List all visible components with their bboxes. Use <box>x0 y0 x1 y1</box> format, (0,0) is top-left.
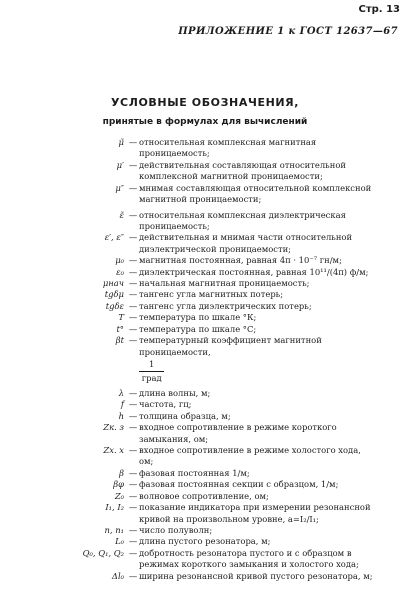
definition-text: ширина резонансной кривой пустого резонатора, м; <box>139 570 373 581</box>
page-subtitle: принятые в формулах для вычислений <box>102 117 308 127</box>
definition-row-mu-initial <box>58 278 376 289</box>
definition-symbol: f <box>120 399 124 410</box>
definition-symbol: λ <box>118 387 124 398</box>
definition-dash: — <box>128 300 138 311</box>
definition-dash: — <box>128 232 138 243</box>
definition-dash: — <box>128 410 138 421</box>
definition-symbol: μ̃ <box>118 137 124 147</box>
definition-row-z-open <box>58 445 376 468</box>
definition-text: фазовая постоянная 1/м; <box>139 467 250 478</box>
definition-symbol: L₀ <box>115 536 124 547</box>
definition-symbol: ε′, ε″ <box>104 232 124 243</box>
definition-symbol: βφ <box>113 479 124 490</box>
definition-text: входное сопротивление в режиме холостого хода, ом; <box>139 444 361 467</box>
unit-fraction <box>139 359 164 385</box>
definition-row-mu-imag <box>58 183 376 206</box>
definition-symbol: tgδε <box>105 300 124 311</box>
definition-dash: — <box>128 266 138 277</box>
definition-symbol: μ′ <box>116 159 124 170</box>
definition-row-half-waves <box>58 525 376 536</box>
definition-row-beta-phi <box>58 479 376 490</box>
unit-fraction-denominator: град <box>141 373 162 384</box>
definition-row-l0 <box>58 536 376 547</box>
definition-row-temp-k <box>58 312 376 323</box>
definition-row-temp-c <box>58 324 376 335</box>
definition-dash: — <box>128 255 138 266</box>
definition-symbol: Q₀, Q₁, Q₂ <box>82 547 124 558</box>
definition-dash: — <box>128 444 138 455</box>
definition-symbol: β <box>119 467 124 478</box>
definitions-list <box>58 137 376 582</box>
definition-text: показание индикатора при измерении резонансной кривой на произвольном уровне, a=I₂/I₁; <box>139 502 371 524</box>
appendix-reference: ПРИЛОЖЕНИЕ 1 к ГОСТ 12637—67 <box>178 26 398 37</box>
definition-dash: — <box>128 159 138 170</box>
definition-dash: — <box>128 182 138 193</box>
definition-text: добротность резонатора пустого и с образцом в режимах короткого замыкания и холостого хода; <box>139 547 359 570</box>
definition-row-beta <box>58 468 376 479</box>
definition-symbol: ε₀ <box>116 266 124 277</box>
definition-text: частота, гц; <box>139 399 192 410</box>
unit-fraction-numerator: 1 <box>139 359 164 372</box>
definition-symbol: Z₀ <box>114 490 124 501</box>
definition-row-thickness <box>58 411 376 422</box>
definition-row-z-short <box>58 422 376 445</box>
definition-symbol: μнач <box>102 278 124 289</box>
definition-text: волновое сопротивление, ом; <box>139 490 269 501</box>
definition-row-indicator <box>58 502 376 525</box>
definition-text: температура по шкале °С; <box>139 323 257 334</box>
definition-symbol: t° <box>116 323 124 334</box>
definition-dash: — <box>128 278 138 289</box>
definition-dash: — <box>128 312 138 323</box>
definition-symbol: n, n₁ <box>104 524 124 535</box>
definition-text: действительная и мнимая части относительной диэлектрической проницаемости; <box>139 232 353 254</box>
definition-symbol: h <box>118 410 124 421</box>
definition-dash: — <box>128 490 138 501</box>
definition-text: температурный коэффициент магнитной проницаемости, <box>139 335 322 357</box>
definition-row-mu-real <box>58 160 376 183</box>
definition-dash: — <box>128 137 138 147</box>
definition-symbol: ε̃ <box>119 209 124 220</box>
definition-symbol: Δl₀ <box>111 570 124 581</box>
definition-text: начальная магнитная проницаемость; <box>139 278 310 289</box>
definition-row-temp-coeff <box>58 335 376 358</box>
definition-dash: — <box>128 570 138 581</box>
definition-symbol: μ″ <box>115 182 124 193</box>
definition-dash: — <box>128 399 138 410</box>
page-title: УСЛОВНЫЕ ОБОЗНАЧЕНИЯ, <box>110 96 300 109</box>
definition-row-eps-parts <box>58 232 376 255</box>
definition-text: тангенс угла магнитных потерь; <box>139 289 284 300</box>
definition-dash: — <box>128 547 138 558</box>
definition-row-delta-l0 <box>58 571 376 582</box>
definition-text: число полуволн; <box>139 524 213 535</box>
definition-symbol: βt <box>115 335 124 346</box>
definition-dash: — <box>128 524 138 535</box>
definition-row-wavelength <box>58 388 376 399</box>
definition-row-mu0 <box>58 255 376 266</box>
definition-text: температура по шкале °К; <box>139 312 257 323</box>
definition-dash: — <box>128 335 138 346</box>
definition-text: действительная составляющая относительной комплексной магнитной проницаемости; <box>139 159 346 182</box>
definition-row-z0 <box>58 491 376 502</box>
definition-dash: — <box>128 387 138 398</box>
definition-text: тангенс угла диэлектрических потерь; <box>139 300 312 311</box>
definition-row-tan-mu <box>58 289 376 300</box>
definition-text: магнитная постоянная, равная 4π · 10⁻⁷ гн/м; <box>139 255 342 266</box>
definition-symbol: T <box>118 312 124 323</box>
definition-dash: — <box>128 479 138 490</box>
definition-dash: — <box>128 289 138 300</box>
definition-text: фазовая постоянная секции с образцом, 1/м; <box>139 479 339 490</box>
definition-row-eps-complex <box>58 210 376 233</box>
definition-dash: — <box>128 209 138 220</box>
definition-symbol: I₁, I₂ <box>105 502 124 513</box>
definition-dash: — <box>128 422 138 433</box>
definition-row-eps0 <box>58 267 376 278</box>
definition-text: диэлектрическая постоянная, равная 10¹¹/(4π) ф/м; <box>139 266 369 277</box>
definition-row-q-factor <box>58 548 376 571</box>
definition-text: длина пустого резонатора, м; <box>139 536 271 547</box>
page-number: Стр. 13 <box>358 4 400 15</box>
definition-row-mu-complex <box>58 137 376 160</box>
definition-text: мнимая составляющая относительной комплексной магнитной проницаемости; <box>139 182 372 205</box>
definition-row-tan-eps <box>58 301 376 312</box>
definition-symbol: Zк. з <box>103 422 124 433</box>
definition-dash: — <box>128 536 138 547</box>
definition-dash: — <box>128 323 138 334</box>
definition-dash: — <box>128 467 138 478</box>
definition-symbol: tgδμ <box>104 289 124 300</box>
definition-text: относительная комплексная диэлектрическая проницаемость; <box>139 209 346 231</box>
definition-row-frequency <box>58 399 376 410</box>
definition-symbol: μ₀ <box>115 255 124 266</box>
definition-text: относительная комплексная магнитная проницаемость; <box>139 137 317 159</box>
definition-text: толщина образца, м; <box>139 410 231 421</box>
definition-dash: — <box>128 502 138 513</box>
definition-text: длина волны, м; <box>139 387 211 398</box>
definition-symbol: Zх. х <box>103 444 124 455</box>
definition-text: входное сопротивление в режиме короткого замыкания, ом; <box>139 422 337 444</box>
